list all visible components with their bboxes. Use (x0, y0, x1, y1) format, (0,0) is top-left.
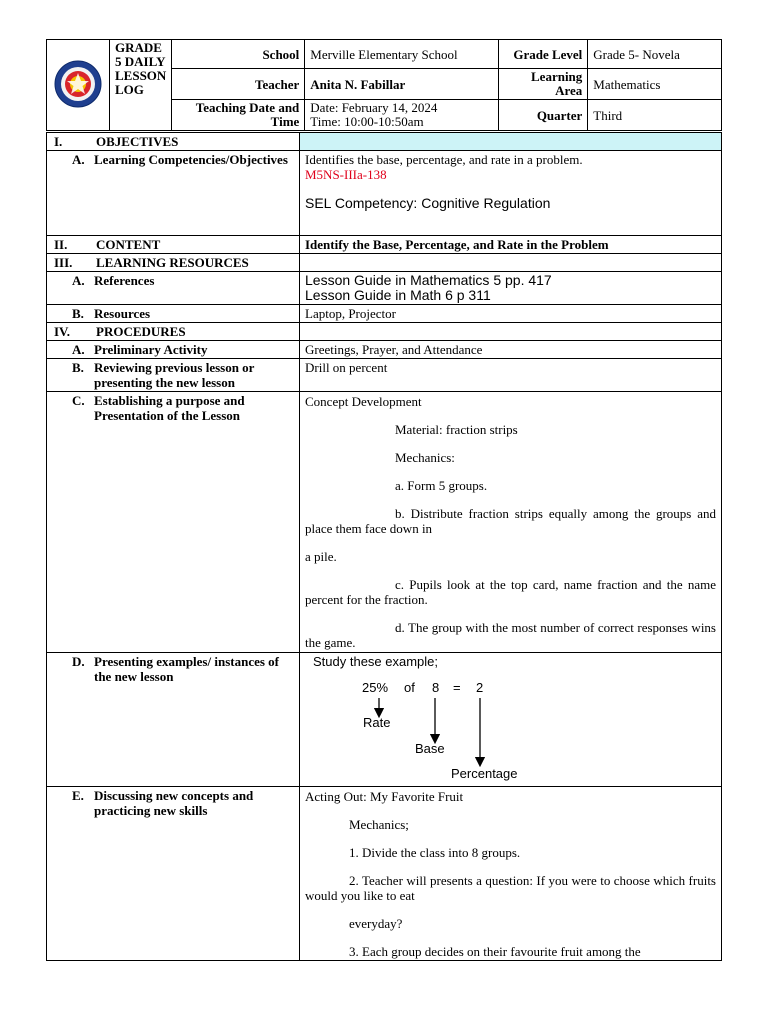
grade-level-value: Grade 5- Novela (588, 40, 722, 69)
step-2-cont: everyday? (349, 916, 403, 931)
date-text: Date: February 14, 2024 (310, 100, 438, 115)
step-2: 2. Teacher will presents a question: If you were to choose which fruits would you like to eat (305, 873, 716, 903)
learning-area-label: Learning Area (499, 69, 588, 100)
teaching-date-label: Teaching Date and Time (172, 100, 305, 131)
header-table (46, 39, 722, 131)
rate-label: Rate (363, 715, 391, 730)
objectives-highlight-cell (300, 133, 722, 151)
learning-competencies-content (300, 151, 722, 236)
school-seal-logo (47, 40, 110, 131)
establishing-purpose-content (300, 392, 722, 653)
discussing-concepts-content (300, 787, 722, 961)
step-d: d. The group with the most number of correct responses wins the game. (305, 620, 716, 650)
percentage-example-diagram (300, 653, 720, 783)
log-title: GRADE 5 DAILY LESSON LOG (110, 40, 172, 131)
step-b: b. Distribute fraction strips equally among the groups and place them face down in (305, 506, 716, 536)
reviewing-lesson-text: Drill on percent (300, 359, 722, 392)
sel-competency: SEL Competency: Cognitive Regulation (305, 195, 551, 211)
preliminary-activity-text: Greetings, Prayer, and Attendance (300, 341, 722, 359)
step-b-cont: a pile. (305, 549, 337, 564)
step-c: c. Pupils look at the top card, name fraction and the name percent for the fraction. (305, 577, 716, 607)
references-content (300, 272, 722, 305)
presenting-examples-label: D. Presenting examples/ instances of the new lesson (47, 653, 300, 787)
learning-competencies-label: A. Learning Competencies/Objectives (47, 151, 300, 236)
section-objectives-heading: I. OBJECTIVES (47, 133, 300, 151)
teacher-value: Anita N. Fabillar (305, 69, 499, 100)
reference-1: Lesson Guide in Mathematics 5 pp. 417 (305, 272, 552, 288)
content-text: Identify the Base, Percentage, and Rate in the Problem (300, 236, 722, 254)
presenting-examples-content (300, 653, 722, 787)
acting-out-title: Acting Out: My Favorite Fruit (305, 789, 464, 804)
grade-level-label: Grade Level (499, 40, 588, 69)
concept-development: Concept Development (305, 394, 422, 409)
of-word: of (404, 680, 415, 695)
competency-code: M5NS-IIIa-138 (305, 167, 387, 182)
school-value: Merville Elementary School (305, 40, 499, 69)
references-label: A. References (47, 272, 300, 305)
base-value: 8 (432, 680, 440, 695)
percentage-label: Percentage (451, 766, 518, 781)
establishing-purpose-label: C. Establishing a purpose and Presentation of the Lesson (47, 392, 300, 653)
rate-value: 25% (362, 680, 389, 695)
learning-resources-empty (300, 254, 722, 272)
date-time-value (305, 100, 499, 131)
teacher-label: Teacher (172, 69, 305, 100)
equals-sign: = (453, 680, 461, 695)
mechanics-heading: Mechanics; (349, 817, 409, 832)
procedures-empty (300, 323, 722, 341)
school-label: School (172, 40, 305, 69)
seal-icon (53, 59, 103, 109)
resources-text: Laptop, Projector (300, 305, 722, 323)
example-heading: Study these example; (313, 654, 439, 669)
reviewing-lesson-label: B. Reviewing previous lesson or presenting the new lesson (47, 359, 300, 392)
resources-label: B. Resources (47, 305, 300, 323)
step-3: 3. Each group decides on their favourite fruit among the (349, 944, 641, 959)
mechanics-line: Mechanics: (395, 450, 455, 465)
step-1: 1. Divide the class into 8 groups. (349, 845, 521, 860)
section-content-heading: II. CONTENT (47, 236, 300, 254)
material-line: Material: fraction strips (395, 422, 518, 437)
learning-area-value: Mathematics (588, 69, 722, 100)
percentage-value: 2 (476, 680, 484, 695)
lesson-table (46, 132, 722, 961)
reference-2: Lesson Guide in Math 6 p 311 (305, 287, 491, 303)
discussing-concepts-label: E. Discussing new concepts and practicing new skills (47, 787, 300, 961)
time-text: Time: 10:00-10:50am (310, 114, 424, 129)
preliminary-activity-label: A. Preliminary Activity (47, 341, 300, 359)
quarter-label: Quarter (499, 100, 588, 131)
step-a: a. Form 5 groups. (395, 478, 488, 493)
base-label: Base (415, 741, 445, 756)
objective-text: Identifies the base, percentage, and rate in a problem. (305, 152, 583, 167)
section-learning-resources-heading: III. LEARNING RESOURCES (47, 254, 300, 272)
section-procedures-heading: IV. PROCEDURES (47, 323, 300, 341)
quarter-value: Third (588, 100, 722, 131)
